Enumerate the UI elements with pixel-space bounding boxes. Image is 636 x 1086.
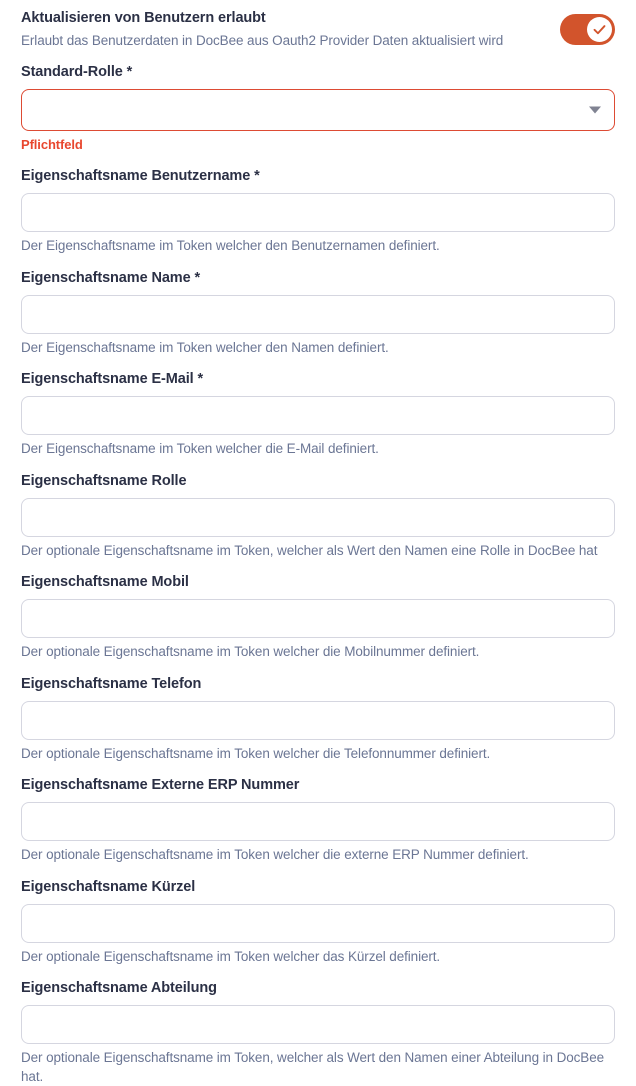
field-label: Eigenschaftsname Benutzername * bbox=[21, 168, 260, 184]
setting-title: Aktualisieren von Benutzern erlaubt bbox=[21, 10, 266, 26]
email-input[interactable] bbox=[21, 396, 615, 435]
field-label: Eigenschaftsname Name * bbox=[21, 269, 201, 286]
field-label: Eigenschaftsname Externe ERP Nummer bbox=[21, 777, 300, 793]
field-label: Eigenschaftsname Mobil bbox=[21, 574, 189, 590]
field-label: Eigenschaftsname Rolle bbox=[21, 472, 187, 489]
department-input[interactable] bbox=[21, 1005, 615, 1044]
external-erp-number-input[interactable] bbox=[21, 802, 615, 841]
abbreviation-input[interactable] bbox=[21, 904, 615, 943]
default-role-select[interactable] bbox=[21, 89, 615, 131]
field-helper: Der Eigenschaftsname im Token welcher den Benutzernamen definiert. bbox=[21, 238, 440, 253]
field-helper: Der optionale Eigenschaftsname im Token welcher das Kürzel definiert. bbox=[21, 948, 441, 964]
field-role bbox=[21, 472, 615, 561]
field-abbreviation bbox=[21, 878, 615, 967]
role-input[interactable] bbox=[21, 498, 615, 537]
field-label: Eigenschaftsname Kürzel bbox=[21, 878, 196, 895]
allow-user-update-toggle[interactable] bbox=[560, 14, 615, 45]
setting-texts bbox=[21, 9, 548, 50]
field-label: Eigenschaftsname Abteilung bbox=[21, 980, 217, 996]
toggle-knob bbox=[587, 17, 612, 42]
field-username bbox=[21, 167, 615, 256]
check-icon bbox=[592, 22, 607, 37]
field-phone bbox=[21, 675, 615, 764]
default-role-error: Pflichtfeld bbox=[21, 137, 83, 152]
default-role-field bbox=[21, 63, 615, 154]
field-helper: Der optionale Eigenschaftsname im Token welcher die externe ERP Nummer definiert. bbox=[21, 847, 529, 862]
mobile-input[interactable] bbox=[21, 599, 615, 638]
field-email bbox=[21, 370, 615, 459]
field-helper: Der optionale Eigenschaftsname im Token, welcher als Wert den Namen eine Rolle in DocBee hat bbox=[21, 542, 598, 558]
phone-input[interactable] bbox=[21, 701, 615, 740]
field-label: Eigenschaftsname E-Mail * bbox=[21, 371, 204, 387]
setting-description: Erlaubt das Benutzerdaten in DocBee aus Oauth2 Provider Daten aktualisiert wird bbox=[21, 33, 504, 48]
field-external-erp-number bbox=[21, 776, 615, 865]
allow-user-update-setting bbox=[21, 0, 615, 50]
field-helper: Der optionale Eigenschaftsname im Token welcher die Telefonnummer definiert. bbox=[21, 745, 491, 761]
chevron-down-icon bbox=[589, 107, 601, 114]
field-department bbox=[21, 979, 615, 1086]
field-helper: Der optionale Eigenschaftsname im Token, welcher als Wert den Namen einer Abteilung in DocBee hat. bbox=[21, 1050, 605, 1084]
name-input[interactable] bbox=[21, 295, 615, 334]
field-label: Eigenschaftsname Telefon bbox=[21, 675, 202, 692]
field-helper: Der optionale Eigenschaftsname im Token welcher die Mobilnummer definiert. bbox=[21, 644, 480, 659]
field-name bbox=[21, 269, 615, 358]
field-mobile bbox=[21, 573, 615, 662]
field-helper: Der Eigenschaftsname im Token welcher den Namen definiert. bbox=[21, 339, 389, 355]
default-role-label: Standard-Rolle * bbox=[21, 64, 133, 80]
username-input[interactable] bbox=[21, 193, 615, 232]
field-helper: Der Eigenschaftsname im Token welcher die E-Mail definiert. bbox=[21, 441, 379, 456]
